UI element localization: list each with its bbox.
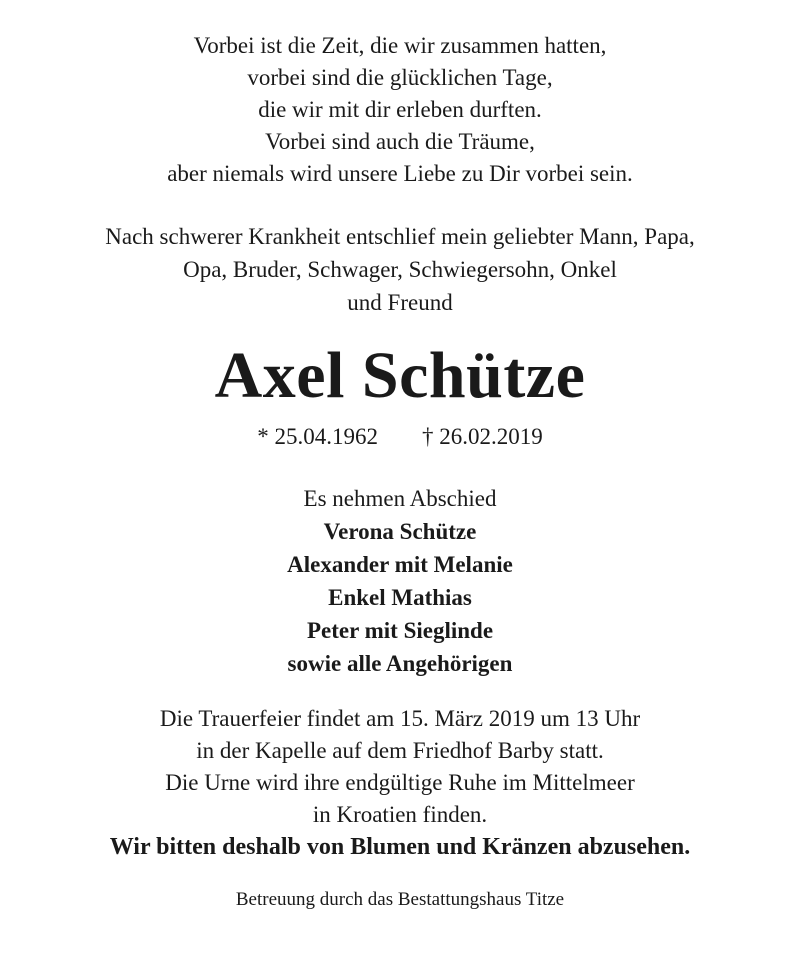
poem-line: Vorbei sind auch die Träume,	[265, 129, 535, 154]
service-line: in der Kapelle auf dem Friedhof Barby statt.	[196, 738, 604, 763]
service-line: in Kroatien finden.	[312, 802, 488, 827]
mourner-name: Enkel Mathias	[328, 585, 472, 610]
service-line: Die Trauerfeier findet am 15. März 2019 um 13 Uhr	[159, 706, 641, 731]
poem	[0, 30, 800, 190]
intro-line: Opa, Bruder, Schwager, Schwiegersohn, Onkel	[183, 257, 617, 282]
intro-line: Nach schwerer Krankheit entschlief mein geliebter Mann, Papa,	[105, 224, 695, 249]
mourner-name: Verona Schütze	[323, 519, 477, 544]
mourner-name: sowie alle Angehörigen	[287, 651, 513, 676]
poem-line: die wir mit dir erleben durften.	[258, 97, 542, 122]
deceased-name: Axel Schütze	[214, 339, 586, 412]
poem-line: vorbei sind die glücklichen Tage,	[247, 65, 553, 90]
intro-line: und Freund	[347, 290, 453, 315]
birth-date: * 25.04.1962	[257, 424, 378, 449]
service-line: Die Urne wird ihre endgültige Ruhe im Mittelmeer	[165, 770, 635, 795]
service-info	[0, 703, 800, 863]
death-date: † 26.02.2019	[422, 424, 543, 449]
poem-line: aber niemals wird unsere Liebe zu Dir vorbei sein.	[167, 161, 633, 186]
mourners	[0, 482, 800, 680]
mourners-heading: Es nehmen Abschied	[303, 486, 497, 511]
flowers-request: Wir bitten deshalb von Blumen und Kränzen abzusehen.	[109, 834, 691, 860]
intro-text	[0, 220, 800, 319]
life-dates	[0, 420, 800, 454]
mourner-name: Alexander mit Melanie	[287, 552, 513, 577]
mourner-name: Peter mit Sieglinde	[306, 618, 494, 643]
poem-line: Vorbei ist die Zeit, die wir zusammen hatten,	[193, 33, 607, 58]
funeral-home-credit: Betreuung durch das Bestattungshaus Titze	[235, 889, 565, 910]
